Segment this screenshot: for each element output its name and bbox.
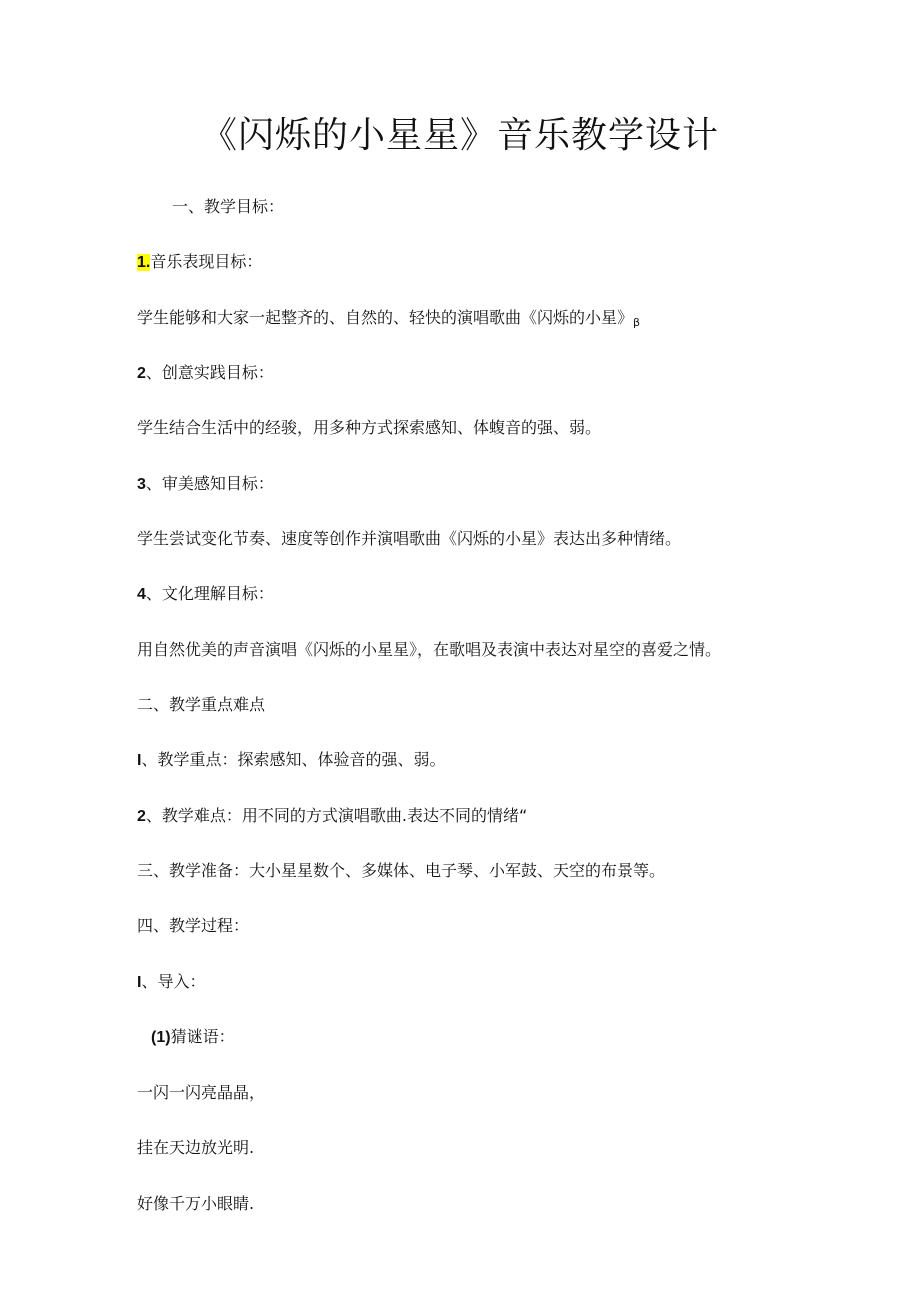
line-text: 、导入： bbox=[141, 972, 206, 991]
list-number: 2 bbox=[137, 808, 146, 825]
goal-body-4 bbox=[137, 638, 721, 662]
line-text: 、教学重点：探索感知、体验音的强、弱。 bbox=[141, 750, 446, 769]
list-number: (1) bbox=[151, 1029, 171, 1046]
line-text: 二、教学重点难点 bbox=[137, 695, 266, 714]
line-text: 挂在天边放光明. bbox=[137, 1138, 255, 1157]
riddle-line-2 bbox=[137, 1136, 254, 1160]
line-text: 学生结合生活中的经骏，用多种方式探索感知、体蝮音的强、弱。 bbox=[137, 418, 602, 437]
line-text: 、文化理解目标： bbox=[145, 584, 274, 603]
line-text: 四、教学过程： bbox=[137, 916, 250, 935]
key-point-1 bbox=[137, 748, 445, 773]
section-heading-process bbox=[137, 914, 249, 938]
page-title: 《闪烁的小星星》音乐教学设计 bbox=[200, 115, 719, 156]
line-text: 音乐表现目标： bbox=[150, 252, 263, 271]
line-text: 、创意实践目标： bbox=[145, 363, 274, 382]
goal-heading-1 bbox=[137, 250, 262, 275]
riddle-line-3 bbox=[137, 1192, 254, 1216]
line-text: 学生尝试变化节奏、速度等创作并演唱歌曲《闪烁的小星》表达出多种情绪。 bbox=[137, 529, 682, 548]
goal-heading-3 bbox=[137, 472, 274, 497]
goal-body-2 bbox=[137, 416, 601, 440]
section-heading-preparation bbox=[137, 859, 665, 883]
line-text: 好像千万小眼睛. bbox=[137, 1194, 255, 1213]
list-number-highlighted: 1. bbox=[137, 254, 151, 271]
list-number: 3 bbox=[137, 476, 146, 493]
stray-glyph: β bbox=[633, 316, 641, 329]
line-text: 、审美感知目标： bbox=[145, 474, 274, 493]
key-point-2 bbox=[137, 804, 527, 829]
section-heading-key-points bbox=[137, 693, 265, 717]
list-number: I bbox=[137, 974, 142, 991]
list-number: I bbox=[137, 752, 142, 769]
line-text: 一、教学目标： bbox=[172, 197, 285, 216]
list-number: 2 bbox=[137, 365, 146, 382]
line-text: 、教学难点：用不同的方式演唱歌曲.表达不同的情绪“ bbox=[145, 806, 528, 825]
goal-heading-2 bbox=[137, 361, 274, 386]
line-text: 一闪一闪亮晶晶， bbox=[137, 1083, 266, 1102]
line-text: 用自然优美的声音演唱《闪烁的小星星》，在歌唱及表演中表达对星空的喜爱之情。 bbox=[137, 640, 722, 659]
process-step-1 bbox=[137, 970, 205, 995]
riddle-line-1 bbox=[137, 1081, 265, 1105]
section-heading-goals bbox=[172, 195, 284, 219]
process-substep-1 bbox=[151, 1025, 235, 1050]
list-number: 4 bbox=[137, 586, 146, 603]
line-text: 猜谜语： bbox=[170, 1027, 235, 1046]
goal-body-1 bbox=[137, 306, 640, 335]
goal-heading-4 bbox=[137, 582, 274, 607]
line-text: 三、教学准备：大小星星数个、多媒体、电子琴、小军鼓、天空的布景等。 bbox=[137, 861, 666, 880]
goal-body-3 bbox=[137, 527, 681, 551]
line-text: 学生能够和大家一起整齐的、自然的、轻快的演唱歌曲《闪烁的小星》 bbox=[137, 308, 634, 327]
